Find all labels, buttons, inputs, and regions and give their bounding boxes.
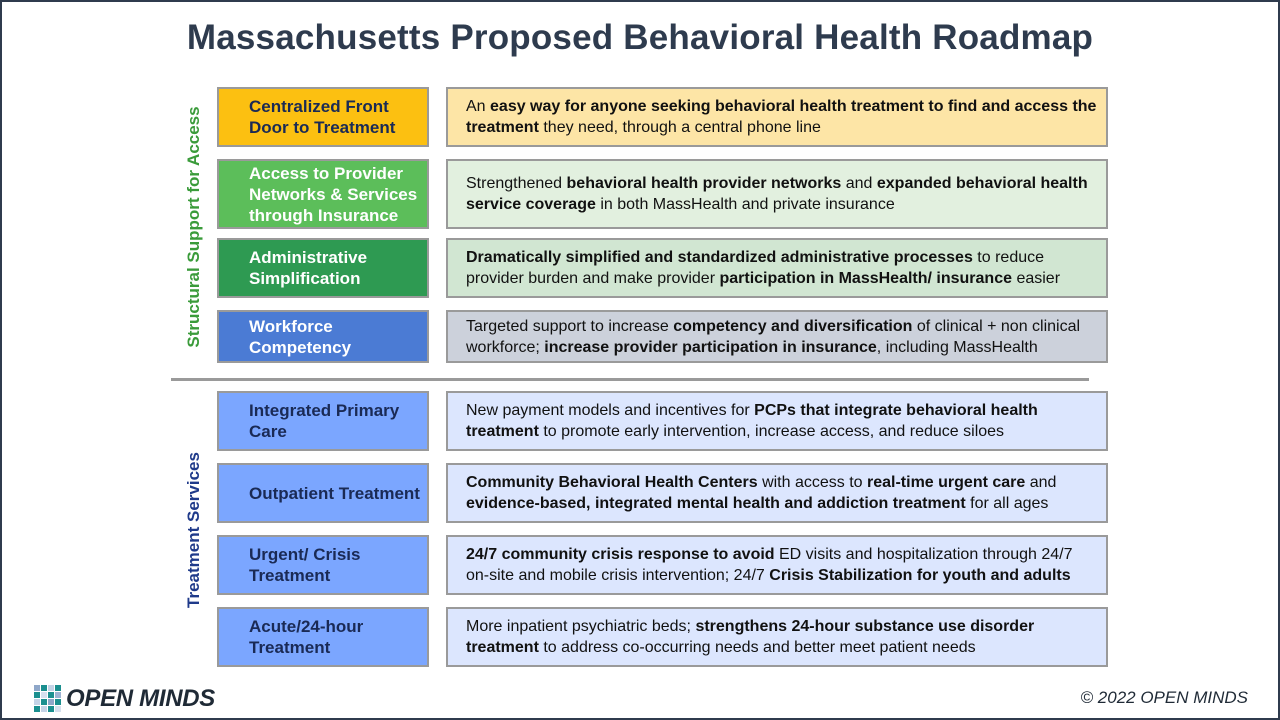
description-emphasis: evidence-based, integrated mental health and addiction treatment xyxy=(466,495,966,512)
open-minds-logo xyxy=(34,684,215,714)
row-label: Integrated Primary Care xyxy=(249,401,400,441)
row-label-box xyxy=(217,391,429,451)
row-description xyxy=(466,316,1098,358)
logo-grid-icon xyxy=(34,685,62,713)
description-text: Targeted support to increase xyxy=(466,317,674,335)
description-text: with access to xyxy=(757,474,867,491)
description-emphasis: easy way for anyone seeking behavioral health treatment to find and access the treatment xyxy=(466,98,1097,136)
description-text: of clinical + non clinical workforce; xyxy=(466,317,1081,356)
description-emphasis: increase provider participation in insurance xyxy=(544,338,877,356)
row-label: Acute/24-hour Treatment xyxy=(249,617,364,657)
description-emphasis: real-time urgent care xyxy=(867,474,1026,491)
row-label: Outpatient Treatment xyxy=(249,483,420,503)
description-emphasis: expanded behavioral health service coverage xyxy=(466,175,1088,213)
row-description xyxy=(466,544,1098,586)
row-description-box xyxy=(446,535,1108,595)
description-emphasis: Dramatically simplified and standardized administrative processes xyxy=(466,249,973,266)
row-label-box xyxy=(217,607,429,667)
description-text: they need, through a central phone line xyxy=(538,119,821,136)
row-label-box xyxy=(217,310,429,363)
row-description-box xyxy=(446,463,1108,523)
row-description xyxy=(466,400,1098,442)
description-emphasis: competency and diversification xyxy=(673,317,913,335)
row-label-box xyxy=(217,238,429,298)
row-label: Administrative Simplification xyxy=(249,248,368,288)
page-title: Massachusetts Proposed Behavioral Health Roadmap xyxy=(186,18,1094,57)
row-label-box xyxy=(217,159,429,229)
description-emphasis: Crisis Stabilization for youth and adults xyxy=(769,567,1071,584)
row-description-box xyxy=(446,238,1108,298)
description-text: to reduce provider burden and make provider xyxy=(466,249,1045,287)
section-divider xyxy=(171,378,1089,381)
row-label-box xyxy=(217,463,429,523)
row-description xyxy=(466,616,1098,658)
row-description-box xyxy=(446,87,1108,147)
description-text: in both MassHealth and private insurance xyxy=(595,196,895,213)
description-text: to promote early intervention, increase access, and reduce siloes xyxy=(538,423,1005,440)
description-text: ED visits and hospitalization through 24/7 on-site and mobile crisis intervention; 24/7 xyxy=(466,546,1073,584)
description-text: easier xyxy=(1012,270,1061,287)
row-description xyxy=(466,247,1098,289)
row-description-box xyxy=(446,391,1108,451)
row-label: Workforce Competency xyxy=(249,316,352,357)
row-description xyxy=(466,173,1098,215)
description-text: New payment models and incentives for xyxy=(466,402,755,419)
description-text: , including MassHealth xyxy=(876,338,1038,356)
copyright-notice: © 2022 OPEN MINDS xyxy=(1080,688,1248,707)
description-text: An xyxy=(466,98,491,115)
row-label: Access to Provider Networks & Services through Insurance xyxy=(249,163,418,225)
section-label-treatment-services: Treatment Services xyxy=(184,452,203,608)
description-text: to address co-occurring needs and better meet patient needs xyxy=(538,639,976,656)
row-label-box xyxy=(217,535,429,595)
row-description-box xyxy=(446,310,1108,363)
section-label-structural-support: Structural Support for Access xyxy=(184,106,203,348)
description-emphasis: 24/7 community crisis response to avoid xyxy=(466,546,775,563)
description-text: for all ages xyxy=(965,495,1049,512)
description-emphasis: Community Behavioral Health Centers xyxy=(466,474,758,491)
row-description-box xyxy=(446,607,1108,667)
row-label-box xyxy=(217,87,429,147)
row-label: Urgent/ Crisis Treatment xyxy=(249,545,361,585)
description-emphasis: strengthens 24-hour substance use disorder treatment xyxy=(466,618,1035,656)
description-text: and xyxy=(1025,474,1057,491)
description-text: and xyxy=(841,175,877,192)
row-description xyxy=(466,96,1098,138)
description-text: Strengthened xyxy=(466,175,567,192)
description-emphasis: PCPs that integrate behavioral health treatment xyxy=(466,402,1038,440)
row-description xyxy=(466,472,1098,514)
logo-text: OPEN MINDS xyxy=(66,685,216,712)
description-emphasis: participation in MassHealth/ insurance xyxy=(719,270,1012,287)
description-emphasis: behavioral health provider networks xyxy=(566,175,842,192)
description-text: More inpatient psychiatric beds; xyxy=(466,618,696,635)
row-label: Centralized Front Door to Treatment xyxy=(249,97,396,137)
row-description-box xyxy=(446,159,1108,229)
